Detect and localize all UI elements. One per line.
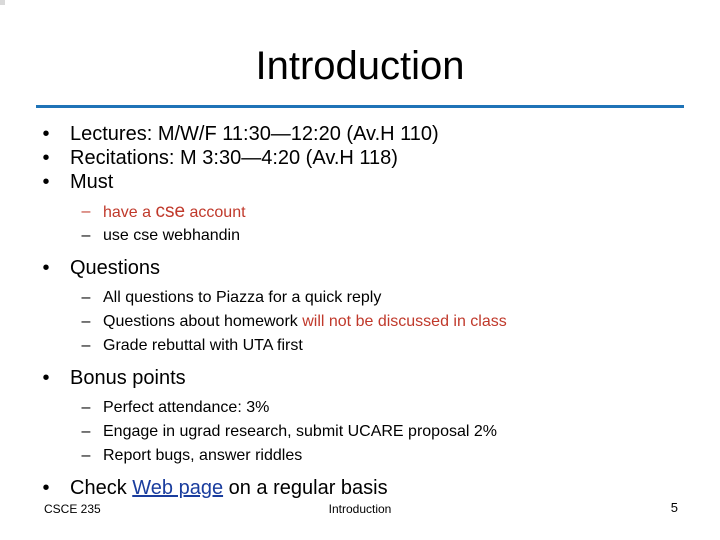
sub-bullet-attendance [36,396,686,420]
sub-bullet-text: Report bugs, answer riddles [103,447,303,464]
bullet-dot: • [42,147,50,169]
text-part-emphasis: cse [155,201,186,222]
bullet-text: Bonus points [70,367,186,389]
sub-bullet-dash: – [81,423,91,440]
sub-bullet-dash: – [81,203,91,220]
sub-bullet-cse-account [36,200,686,224]
bullet-list [36,122,686,500]
sub-bullet-webhandin [36,224,686,248]
sub-bullet-grade-rebuttal [36,334,686,358]
sub-bullet-homework-questions [36,310,686,334]
sub-bullet-dash: – [81,337,91,354]
sub-bullet-dash: – [81,227,91,244]
bullet-dot: • [42,477,50,499]
sub-bullet-dash: – [81,447,91,464]
sub-bullet-dash: – [81,313,91,330]
bullet-lectures [36,122,686,146]
sub-bullet-text: Engage in ugrad research, submit UCARE proposal 2% [103,423,497,440]
bullet-dot: • [42,257,50,279]
bullet-text: Lectures: M/W/F 11:30—12:20 (Av.H 110) [70,123,439,145]
sub-bullet-bugs [36,444,686,468]
sub-bullet-text: All questions to Piazza for a quick reply [103,289,382,306]
page-number: 5 [670,500,678,515]
bullet-text: Questions [70,257,161,279]
text-part: account [185,204,246,221]
spacer [36,248,686,256]
sub-bullet-text [103,200,246,225]
title-divider [36,105,684,108]
spacer [36,468,686,476]
footer-course: CSCE 235 [44,502,101,516]
sub-bullet-piazza [36,286,686,310]
bullet-text: Recitations: M 3:30—4:20 (Av.H 118) [70,147,398,169]
sub-bullet-text: use cse webhandin [103,227,240,244]
slide-title: Introduction [255,44,465,88]
sub-bullet-text: Grade rebuttal with UTA first [103,337,303,354]
text-part: on a regular basis [223,477,388,499]
bullet-dot: • [42,367,50,389]
footer-section: Introduction [328,502,392,516]
text-part: have a [103,204,156,221]
spacer [36,358,686,366]
bullet-recitations [36,146,686,170]
sub-bullet-dash: – [81,399,91,416]
bullet-dot: • [42,123,50,145]
bullet-text [70,476,388,500]
web-page-link[interactable]: Web page [132,477,224,499]
sub-bullet-research [36,420,686,444]
bullet-bonus-points [36,366,686,390]
text-part: Check [70,477,133,499]
bullet-must [36,170,686,194]
text-part-emphasis: will not be discussed in class [302,313,507,330]
text-part: Questions about homework [103,313,303,330]
sub-bullet-text: Perfect attendance: 3% [103,399,270,416]
sub-bullet-dash: – [81,289,91,306]
bullet-text: Must [70,171,114,193]
bullet-dot: • [42,171,50,193]
bullet-check-web-page [36,476,686,500]
corner-mark [0,0,5,5]
sub-bullet-text [103,310,507,334]
bullet-questions [36,256,686,280]
